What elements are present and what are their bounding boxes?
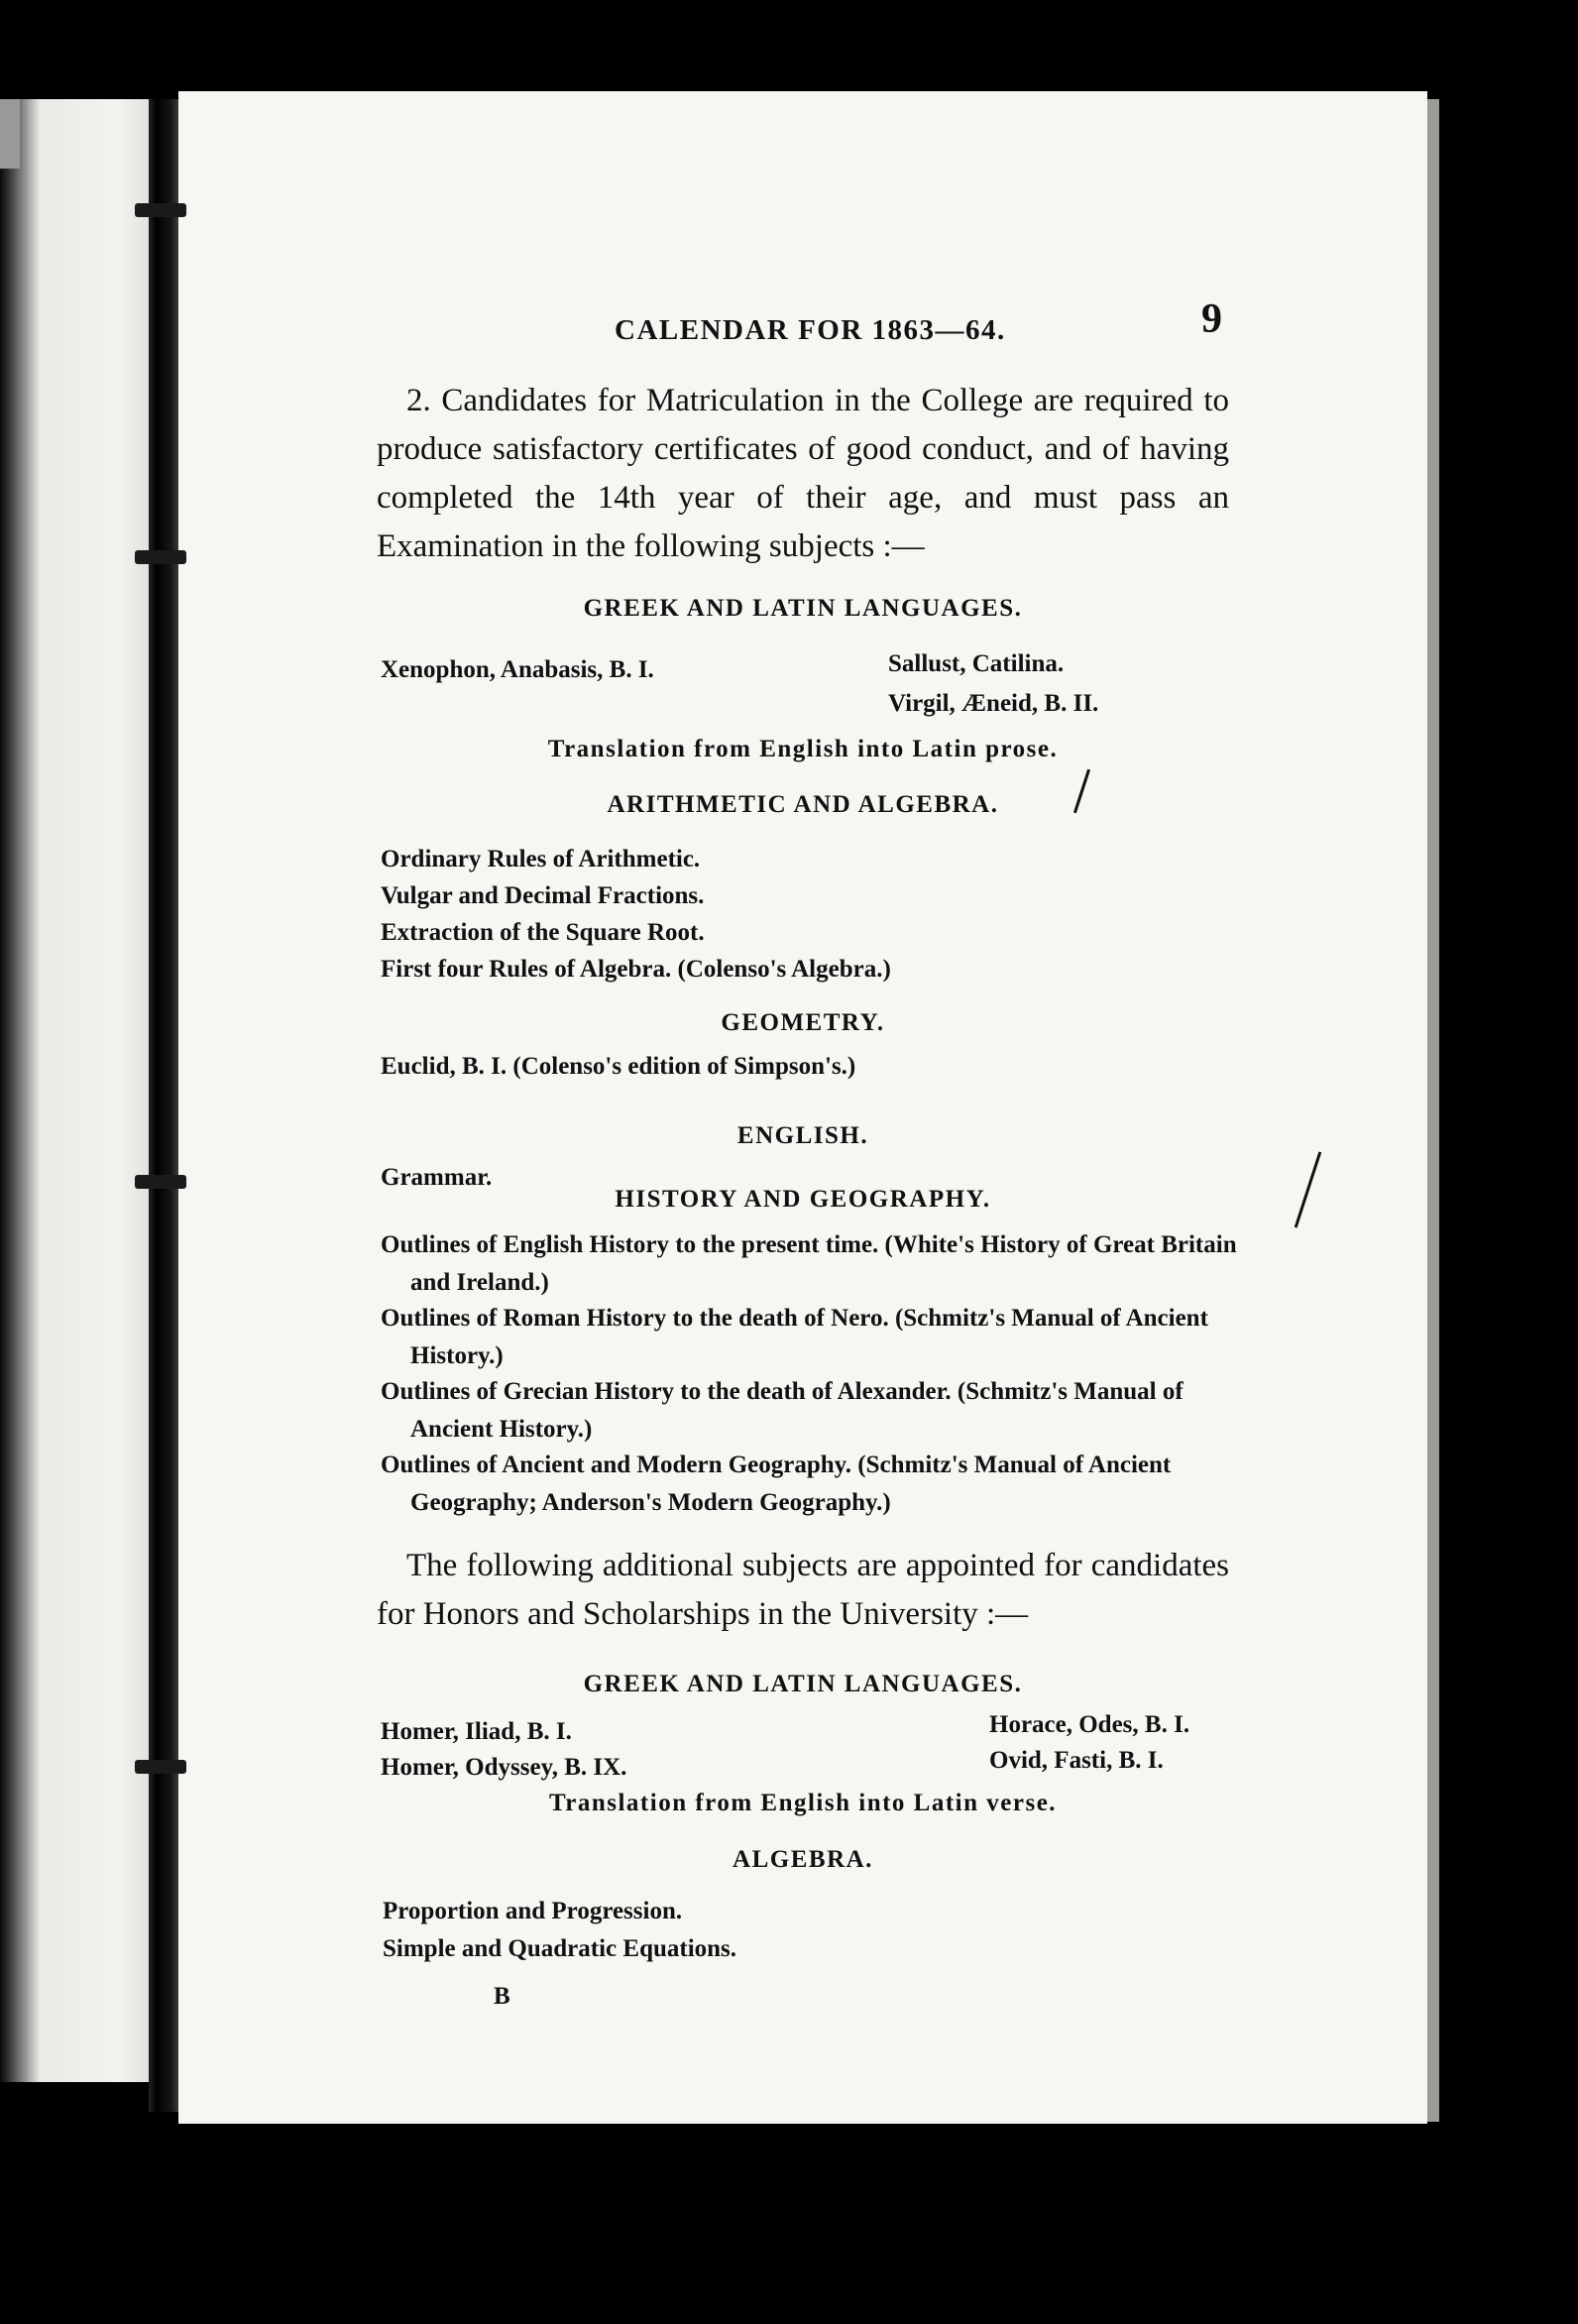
binding-stitch [135,203,186,217]
intro-paragraph [377,377,1229,571]
algebra-item: Simple and Quadratic Equations. [383,1935,737,1962]
geometry-heading: GEOMETRY. [721,1009,885,1036]
arithmetic-item: Extraction of the Square Root. [381,919,705,946]
greek-latin-heading: GREEK AND LATIN LANGUAGES. [583,595,1023,622]
facing-page-edge [0,99,169,2082]
intro-text: 2. Candidates for Matriculation in the College are required to produce satisfactory certificates of good conduct, and of having completed the 14th year of their age, and must pass an Examination in the following subjects :— [377,383,1229,564]
honors-paragraph [377,1542,1229,1639]
greek-latin-right-2: Virgil, Æneid, B. II. [888,690,1099,717]
binding-stitch [135,1760,186,1774]
greek-latin-2-translation: Translation from English into Latin verse. [548,1790,1058,1816]
honors-text: The following additional subjects are appointed for candidates for Honors and Scholarships in the University :— [377,1548,1229,1632]
history-item: Outlines of Grecian History to the death of Alexander. (Schmitz's Manual of Ancient History.) [381,1378,1184,1443]
history-item: Outlines of Roman History to the death of Nero. (Schmitz's Manual of Ancient History.) [381,1305,1208,1369]
greek-latin-2-heading: GREEK AND LATIN LANGUAGES. [583,1671,1023,1697]
greek-latin-2-right-1: Horace, Odes, B. I. [989,1711,1190,1738]
binding-stitch [135,1175,186,1189]
arithmetic-heading: ARITHMETIC AND ALGEBRA. [607,791,999,818]
facing-page-corner [0,99,20,169]
greek-latin-translation: Translation from English into Latin prose. [547,736,1059,762]
signature-mark: B [494,1983,510,2010]
greek-latin-right-1: Sallust, Catilina. [888,650,1065,677]
greek-latin-2-left-2: Homer, Odyssey, B. IX. [381,1754,627,1781]
history-item: Outlines of Ancient and Modern Geography. (Schmitz's Manual of Ancient Geography; Anderson's Modern Geography.) [381,1452,1172,1516]
page-number: 9 [1201,296,1222,342]
arithmetic-item: Vulgar and Decimal Fractions. [381,882,705,909]
english-item: Grammar. [381,1164,493,1191]
algebra-item: Proportion and Progression. [383,1898,683,1924]
greek-latin-2-left-1: Homer, Iliad, B. I. [381,1718,572,1745]
history-heading: HISTORY AND GEOGRAPHY. [615,1186,991,1213]
book-spine [149,99,178,2112]
greek-latin-left: Xenophon, Anabasis, B. I. [381,656,654,683]
algebra-heading: ALGEBRA. [733,1846,873,1873]
history-item: Outlines of English History to the present time. (White's History of Great Britain and Ireland.) [381,1231,1237,1296]
english-heading: ENGLISH. [736,1122,869,1149]
running-header: CALENDAR FOR 1863—64. [615,314,1006,346]
binding-stitch [135,550,186,564]
page-edge-shadow [1427,99,1439,2122]
arithmetic-item: Ordinary Rules of Arithmetic. [381,846,701,872]
greek-latin-2-right-2: Ovid, Fasti, B. I. [989,1747,1164,1774]
arithmetic-item: First four Rules of Algebra. (Colenso's Algebra.) [381,956,891,983]
geometry-item: Euclid, B. I. (Colenso's edition of Simpson's.) [381,1053,856,1080]
